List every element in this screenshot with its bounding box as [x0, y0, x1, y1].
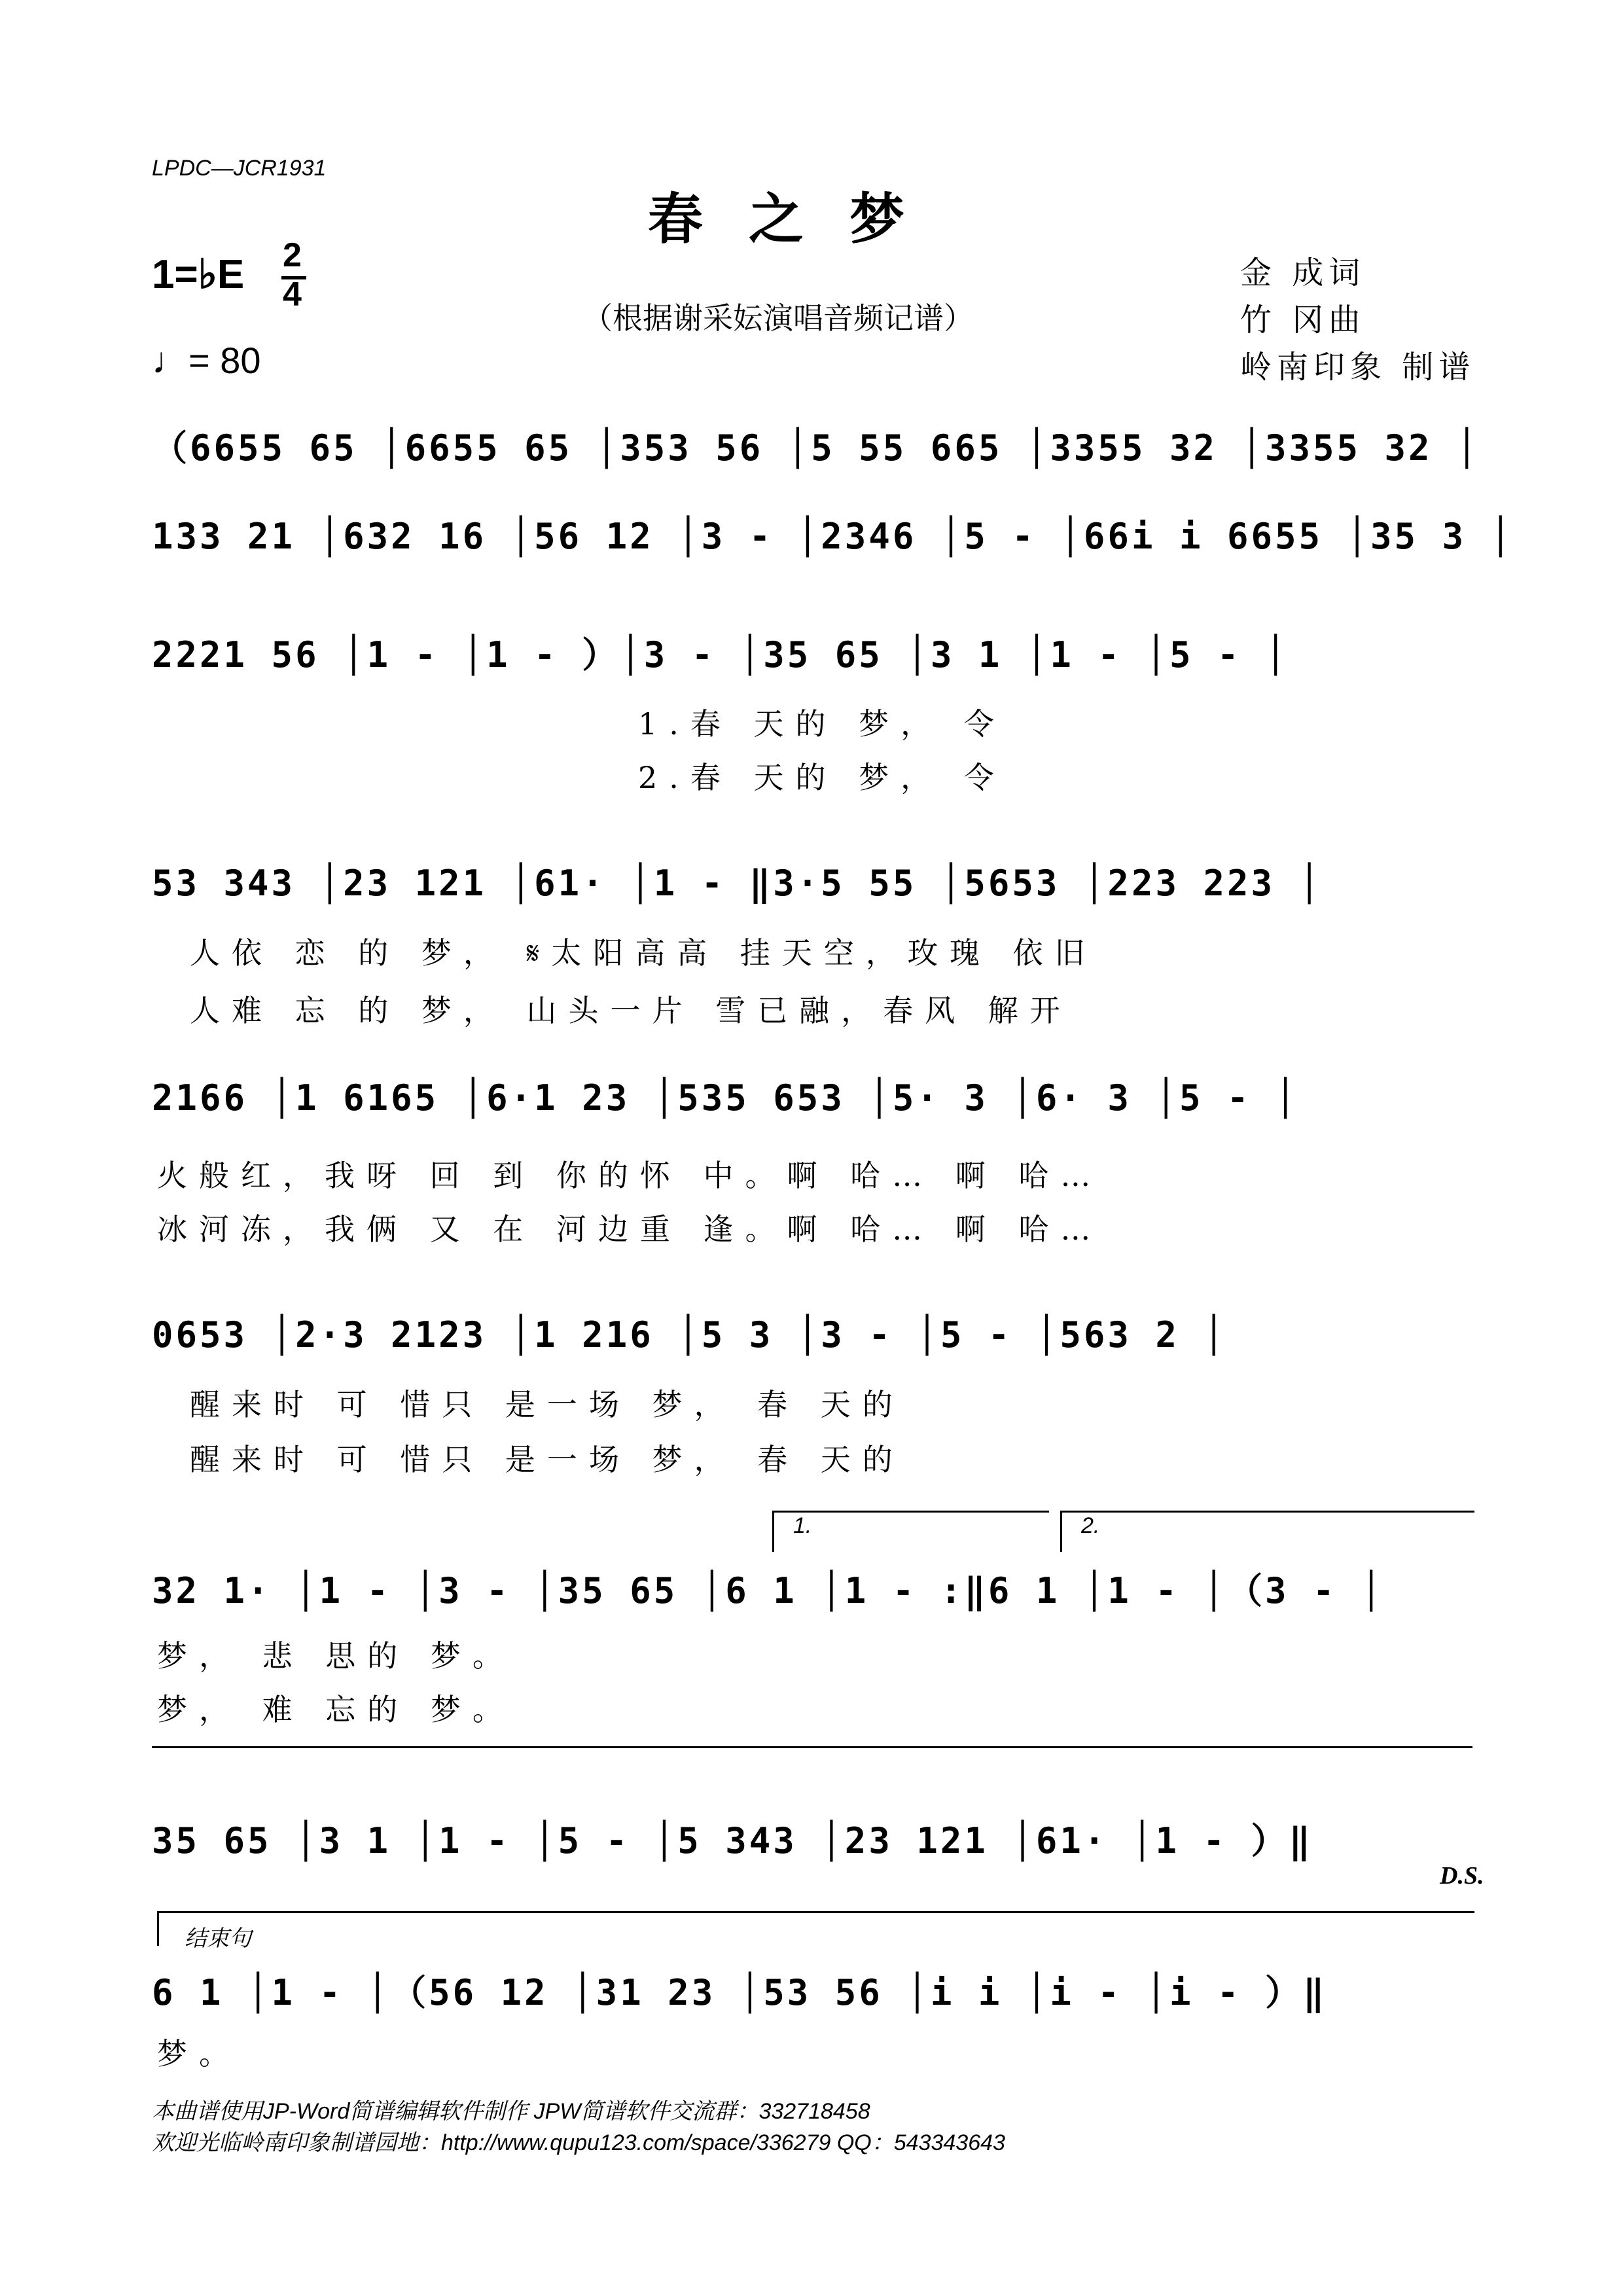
subtitle: （根据谢采妘演唱音频记谱）	[582, 300, 974, 336]
lyricist-credit: 金 成词	[1240, 255, 1366, 291]
lyric-verse-1: 人依 恋 的 梦， 𝄋太阳高高 挂天空，玫瑰 依旧	[190, 935, 1097, 971]
time-signature-numerator: 2	[283, 236, 302, 274]
lyric-verse-1: 梦， 悲 思的 梦。	[157, 1638, 514, 1674]
coda-bracket	[157, 1911, 1474, 1946]
notation-line: 35 65 │3 1 │1 - │5 - │5 343 │23 121 │61· │1 - ）‖	[152, 1820, 1313, 1861]
lyric-verse-2: 2.春 天的 梦， 令	[638, 760, 1006, 795]
notation-line: 53 343 │23 121 │61· │1 - ‖3·5 55 │5653 │223 223 │	[152, 863, 1323, 904]
notation-line: 2166 │1 6165 │6·1 23 │535 653 │5· 3 │6· 3 │5 - │	[152, 1077, 1299, 1119]
score-code: LPDC—JCR1931	[152, 156, 327, 181]
ds-bracket-line	[152, 1746, 1472, 1748]
composer-credit: 竹 冈曲	[1240, 302, 1366, 338]
lyric-verse-1: 火般红，我呀 回 到 你的怀 中。啊 哈… 啊 哈…	[157, 1158, 1103, 1193]
second-ending-bracket	[1060, 1511, 1474, 1552]
key-signature: 1=♭E	[152, 252, 245, 297]
first-ending-bracket	[772, 1511, 1049, 1552]
first-ending-label: 1.	[793, 1513, 812, 1538]
page-title: 春之梦	[648, 187, 951, 251]
lyric-verse-1: 1.春 天的 梦， 令	[638, 706, 1006, 742]
notation-line: 0653 │2·3 2123 │1 216 │5 3 │3 - │5 - │563 2 │	[152, 1314, 1227, 1355]
arranger-credit: 岭南印象 制谱	[1240, 349, 1476, 386]
footer-line-1: 本曲谱使用JP-Word简谱编辑软件制作 JPW简谱软件交流群：332718458	[152, 2099, 870, 2124]
notation-line: 6 1 │1 - │（56 12 │31 23 │53 56 │i i │i - │i - ）‖	[152, 1972, 1327, 2013]
lyric-verse-2: 梦， 难 忘的 梦。	[157, 1692, 514, 1727]
second-ending-label: 2.	[1081, 1513, 1100, 1538]
footer-line-2: 欢迎光临岭南印象制谱园地：http://www.qupu123.com/space/336279 QQ：543343643	[152, 2130, 1005, 2155]
tempo-marking: ♩= 80	[152, 340, 261, 381]
notation-line: 32 1· │1 - │3 - │35 65 │6 1 │1 - :‖6 1 │1 - │（3 - │	[152, 1570, 1385, 1611]
notation-line: （6655 65 │6655 65 │353 56 │5 55 665 │3355 32 │3355 32 │	[152, 427, 1480, 469]
lyric-verse-2: 冰河冻，我俩 又 在 河边重 逢。啊 哈… 啊 哈…	[157, 1211, 1103, 1247]
lyric-verse-1: 梦。	[157, 2036, 241, 2072]
dal-segno-marking: D.S.	[1440, 1862, 1484, 1890]
notation-line: 2221 56 │1 - │1 - ）│3 - │35 65 │3 1 │1 - │5 - │	[152, 634, 1289, 675]
notation-line: 133 21 │632 16 │56 12 │3 - │2346 │5 - │66i i 6655 │35 3 │	[152, 516, 1514, 557]
lyric-verse-2: 醒来时 可 惜只 是一场 梦， 春 天的	[190, 1442, 904, 1477]
time-signature-denominator: 4	[283, 276, 302, 314]
lyric-verse-1: 醒来时 可 惜只 是一场 梦， 春 天的	[190, 1387, 904, 1422]
lyric-verse-2: 人难 忘 的 梦， 山头一片 雪已融，春风 解开	[190, 993, 1072, 1028]
coda-label: 结束句	[185, 1926, 251, 1951]
